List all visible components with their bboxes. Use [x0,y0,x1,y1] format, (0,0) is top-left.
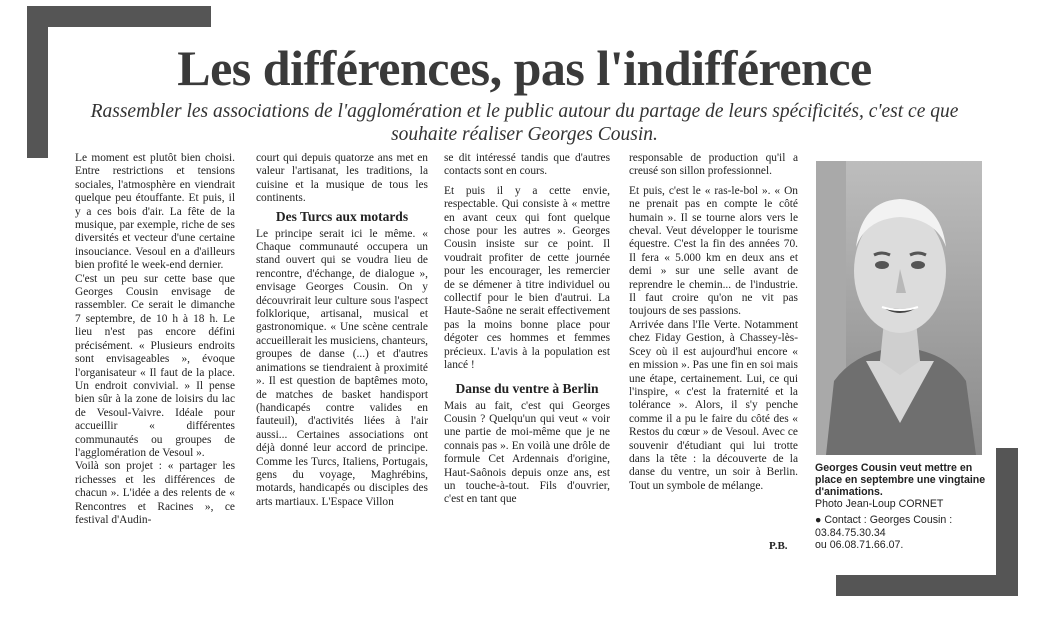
contact-info [815,514,990,552]
decorative-bar-left [27,6,48,158]
author-signature: P.B. [769,540,788,552]
contact-phone-1: 03.84.75.30.34 [815,526,886,539]
paragraph: C'est un peu sur cette base que Georges Cousin envisage de rassembler. Ce serait le dimanche 7 septembre, de 10 h à 18 h. Le lieu n'est pas encore défini précisément. « Plusieurs endroits sont envisageables », évoque l'organisateur « Il faut de la place. Un endroit convivial. » Il pense bien sûr à la zone de loisirs du lac de Vesoul-Vaivre. Idéale pour accueillir « différentes communautés ou groupes de l'agglomération de Vesoul ». [75,272,235,459]
paragraph: Et puis, c'est le « ras-le-bol ». « On ne prenait pas en compte le côté humain ». Il se tourne alors vers le cheval. Veut développer le tourisme équestre. C'est la fin des années 70. Il fera « 5.000 km en deux ans et demi » sur une selle avant de reprendre le chemin... de l'industrie. Il faut croire qu'on ne vit pas toujours de ses passions. [629,184,798,318]
paragraph: se dit intéressé tandis que d'autres contacts sont en cours. [444,152,610,178]
paragraph: responsable de production qu'il a creusé son sillon professionnel. [629,152,798,178]
section-heading: Des Turcs aux motards [275,208,409,224]
portrait-image [816,161,982,455]
decorative-bar-right [996,448,1018,596]
paragraph: Et puis il y a cette envie, respectable. Qui consiste à « mettre en avant ceux qui font quelque chose pour les autres ». Georges Cousin insiste sur ce point. Il voudrait profiter de cette journée pour les encourager, les remercier de se démener à titre individuel ou collectif pour le bien d'autrui. La Haute-Saône ne serait effectivement pas la moins bonne place pour dégoter ces hommes et femmes précieux. L'avis à la population est lancé ! [444,184,610,372]
paragraph: Voilà son projet : « partager les richesses et les différences de chacun ». L'idée a des relents de « Rencontres et Racines », ce festival d'Audin- [75,460,235,526]
decorative-bar-top-left [27,6,211,27]
contact-label: Contact : Georges Cousin : [824,514,953,526]
caption-text: Georges Cousin veut mettre en place en septembre une vingtaine d'animations. [815,462,986,498]
portrait-photo [816,161,982,455]
section-heading: Danse du ventre à Berlin [455,380,599,396]
article-column-1 [75,152,235,527]
contact-phone-2: ou 06.08.71.66.07. [815,539,904,551]
photo-credit: Photo Jean-Loup CORNET [815,498,944,510]
paragraph: Mais au fait, c'est qui Georges Cousin ? Quelqu'un qui veut « voir une partie de moi-même que je ne connais pas ». En voilà une drôle de formule Cet Ardennais d'origine, Haut-Saônois depuis onze ans, est un touche-à-tout. Fils d'ouvrier, c'est en tant que [444,399,610,506]
article-column-4 [629,152,798,493]
photo-caption [815,462,990,510]
paragraph: Le moment est plutôt bien choisi. Entre restrictions et tensions sociales, l'atmosphère en viendrait quelque peu étouffante. Et puis, il y a ces bois d'air. La fête de la musique, par exemple, riche de ses diversités et vecteur d'une certaine insouciance. Vesoul en a d'ailleurs bien profité le week-end dernier. [75,152,235,272]
article-headline: Les différences, pas l'indifférence [177,40,872,96]
article-column-2 [256,152,428,509]
paragraph: Arrivée dans l'Ile Verte. Notamment chez Fiday Gestion, à Chassey-lès-Scey où il est aujourd'hui encore « en mission ». Pas une fin en soi mais une étape, certainement. Lui, ce qui l'inspire, « c'est la fraternité et la tolérance ». Alors, il s'y penche comme il a pu le faire du côté des « Restos du cœur » de Vesoul. Avec ce souvenir d'étudiant qui lui trotte dans la tête : la découverte de la danse du ventre, un soir à Berlin. Tout un symbole de mélange. [629,318,798,492]
paragraph: court qui depuis quatorze ans met en valeur l'artisanat, les traditions, la cuisine et la musique de tous les continents. [256,152,428,205]
article-column-3 [444,152,610,507]
bullet-icon: ● [815,514,822,526]
paragraph: Le principe serait ici le même. « Chaque communauté occupera un stand ouvert qui se voudra lieu de rencontre, d'échange, de dialogue », envisage Georges Cousin. On y découvrirait leur culture sous l'aspect folklorique, artisanal, musical et gastronomique. « Une scène centrale accueillerait les musiciens, chanteurs, groupes de danse (...) et d'autres animations se tiendraient à proximité ». Il est question de baptêmes moto, de matches de basket handisport (handicapés contre valides en fauteuil), d'activités liées à l'air aussi... Certaines associations ont déjà donné leur accord de principe. Comme les Turcs, Italiens, Portugais, gens du voyage, Maghrébins, motards, handicapés ou disciples des arts martiaux. L'Espace Villon [256,227,428,508]
article-subheadline: Rassembler les associations de l'agglomération et le public autour du partage de leurs spécificités, c'est ce que souhaite réaliser Georges Cousin. [90,101,959,145]
decorative-bar-bottom-right [836,575,1018,596]
